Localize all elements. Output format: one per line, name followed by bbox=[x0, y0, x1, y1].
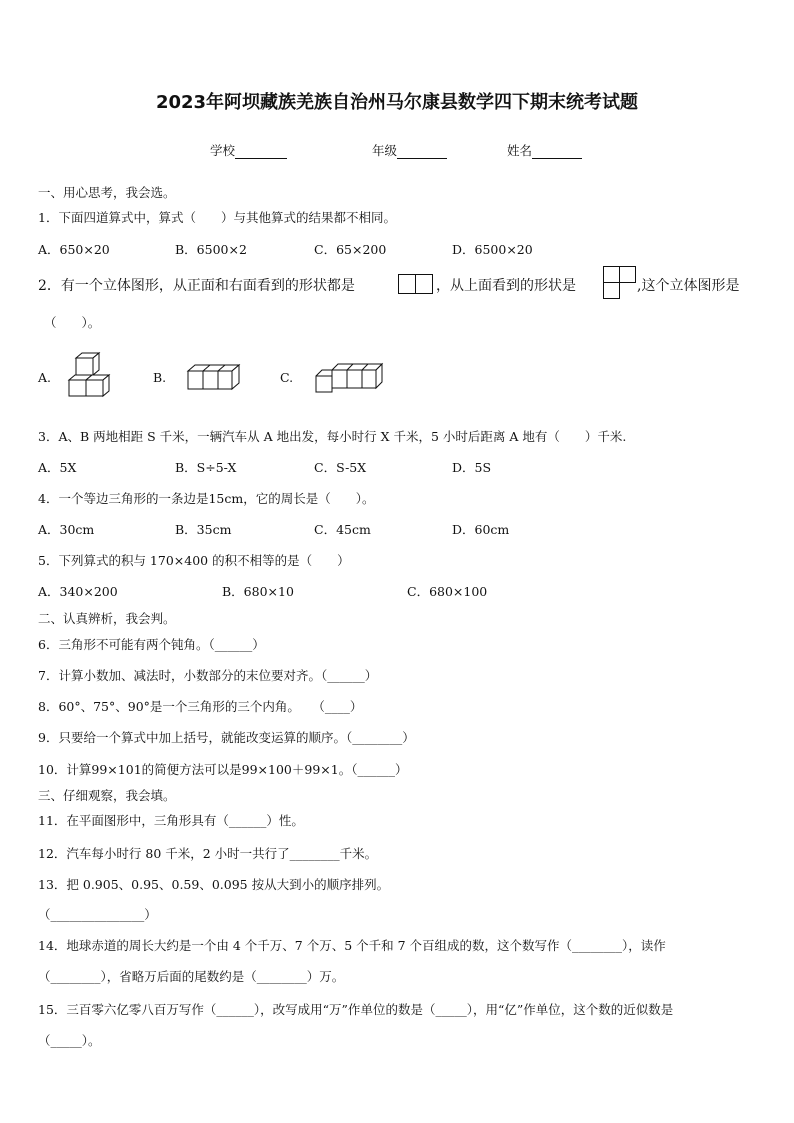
q4-option-a[interactable]: A．30cm bbox=[38, 522, 95, 537]
q1-option-d[interactable]: D．6500×20 bbox=[452, 242, 533, 257]
section-3-heading: 三、仔细观察，我会填。 bbox=[38, 788, 176, 803]
top-view-figure bbox=[603, 266, 637, 300]
question-10: 10．计算99×101的简便方法可以是99×100＋99×1。（______） bbox=[38, 762, 408, 777]
question-13: 13．把 0.905、0.95、0.59、0.095 按从大到小的顺序排列。 bbox=[38, 877, 390, 892]
question-12: 12．汽车每小时行 80 千米，2 小时一共行了________千米。 bbox=[38, 846, 378, 861]
q2-option-c[interactable]: C. bbox=[280, 370, 294, 385]
school-label: 学校 bbox=[210, 143, 236, 158]
q5-option-a[interactable]: A．340×200 bbox=[38, 584, 118, 599]
q1-option-a[interactable]: A．650×20 bbox=[38, 242, 110, 257]
q2-option-a[interactable]: A. bbox=[38, 370, 52, 385]
section-2-heading: 二、认真辨析，我会判。 bbox=[38, 611, 176, 626]
q4-option-b[interactable]: B．35cm bbox=[175, 522, 232, 537]
grade-field bbox=[372, 141, 447, 159]
school-blank[interactable] bbox=[235, 143, 287, 159]
q3-option-a[interactable]: A．5X bbox=[38, 460, 77, 475]
question-5: 5．下列算式的积与 170×400 的积不相等的是（ ） bbox=[38, 553, 350, 568]
school-field bbox=[210, 141, 287, 159]
q4-option-c[interactable]: C．45cm bbox=[314, 522, 371, 537]
q3-option-d[interactable]: D．5S bbox=[452, 460, 492, 475]
section-1-heading: 一、用心思考，我会选。 bbox=[38, 185, 176, 200]
question-14-line-1: 14．地球赤道的周长大约是一个由 4 个千万、7 个万、5 个千和 7 个百组成的数，这个数写作（________），读作 bbox=[38, 938, 666, 953]
cube-stack-figure-a bbox=[66, 350, 120, 398]
question-3: 3．A、B 两地相距 S 千米，一辆汽车从 A 地出发，每小时行 X 千米，5 小时后距离 A 地有（ ）千米. bbox=[38, 429, 627, 444]
q3-option-c[interactable]: C．S-5X bbox=[314, 460, 367, 475]
question-2-part-c: ,这个立体图形是 bbox=[637, 278, 740, 294]
question-14-line-2: （________），省略万后面的尾数约是（________）万。 bbox=[38, 969, 345, 984]
question-11: 11．在平面图形中，三角形具有（______）性。 bbox=[38, 813, 304, 828]
question-7: 7．计算小数加、减法时，小数部分的末位要对齐。（______） bbox=[38, 668, 378, 683]
q1-option-b[interactable]: B．6500×2 bbox=[175, 242, 247, 257]
question-6: 6．三角形不可能有两个钝角。（______） bbox=[38, 637, 265, 652]
q4-option-d[interactable]: D．60cm bbox=[452, 522, 510, 537]
grade-label: 年级 bbox=[372, 143, 398, 158]
question-4: 4．一个等边三角形的一条边是15cm，它的周长是（ ）。 bbox=[38, 491, 375, 506]
question-1: 1．下面四道算式中，算式（ ）与其他算式的结果都不相同。 bbox=[38, 210, 396, 225]
q5-option-c[interactable]: C．680×100 bbox=[407, 584, 488, 599]
question-9: 9．只要给一个算式中加上括号，就能改变运算的顺序。（________） bbox=[38, 730, 415, 745]
question-15-line-2: （_____）。 bbox=[38, 1033, 101, 1048]
name-field bbox=[507, 141, 582, 159]
q5-option-b[interactable]: B．680×10 bbox=[222, 584, 294, 599]
question-15-line-1: 15．三百零六亿零八百万写作（______），改写成用“万”作单位的数是（_____），用“亿”作单位，这个数的近似数是 bbox=[38, 1002, 674, 1017]
grade-blank[interactable] bbox=[397, 143, 447, 159]
name-label: 姓名 bbox=[507, 143, 533, 158]
q3-option-b[interactable]: B．S÷5-X bbox=[175, 460, 237, 475]
name-blank[interactable] bbox=[532, 143, 582, 159]
q2-option-b[interactable]: B. bbox=[153, 370, 167, 385]
cube-row-figure-b bbox=[186, 362, 242, 392]
question-2-part-b: ，从上面看到的形状是 bbox=[436, 278, 576, 294]
question-8: 8．60°、75°、90°是一个三角形的三个内角。 （____） bbox=[38, 699, 363, 714]
question-2-part-d: （ ）。 bbox=[44, 315, 101, 330]
question-13-blank[interactable]: （_______________） bbox=[38, 907, 157, 922]
q1-option-c[interactable]: C．65×200 bbox=[314, 242, 387, 257]
cube-row-figure-c bbox=[314, 362, 386, 394]
question-2-part-a: 2．有一个立体图形，从正面和右面看到的形状都是 bbox=[38, 278, 355, 294]
page-title: 2023年阿坝藏族羌族自治州马尔康县数学四下期末统考试题 bbox=[155, 92, 639, 113]
front-view-figure bbox=[398, 274, 434, 294]
